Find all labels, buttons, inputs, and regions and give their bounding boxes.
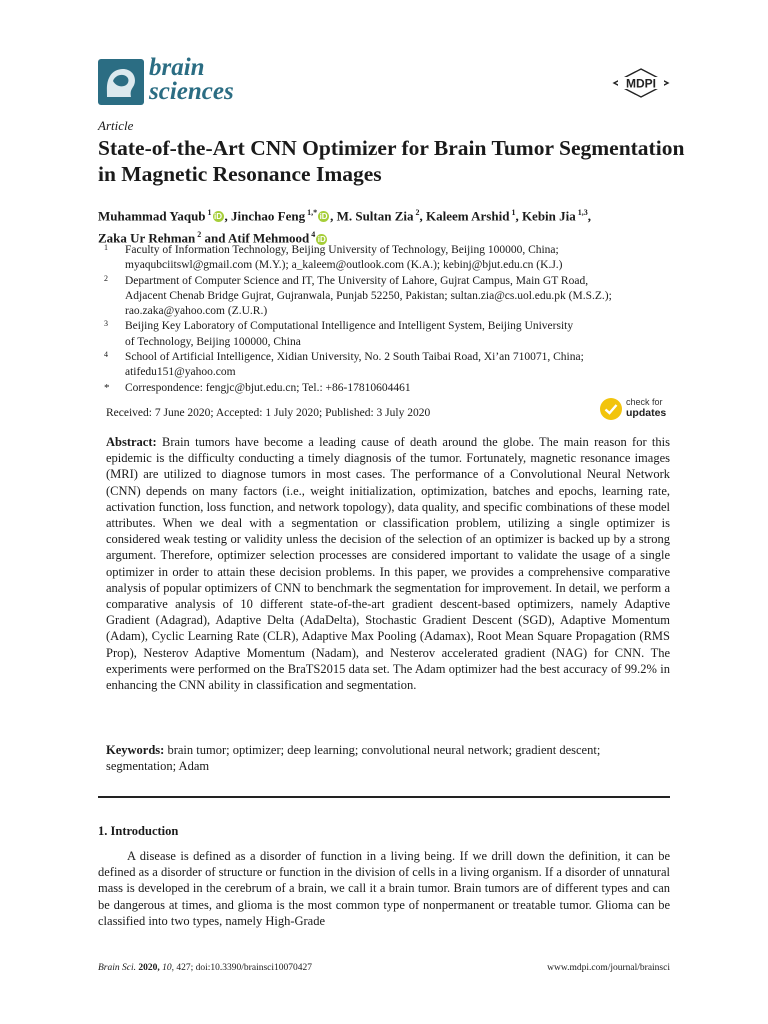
author-name: Zaka Ur Rehman [98,230,196,246]
check-for-updates-badge[interactable] [599,395,679,423]
affiliation-number: 1 [104,243,108,252]
correspondence-mark: * [104,381,110,394]
introduction-text: A disease is defined as a disorder of function in a living being. If we drill down the definition, it can be defined as a disorder of structure or function in the division of cells in a living organism. If a disorder of unnatural mass is developed in the cerebrum of a brain, we call it a brain tumor. Brain tumors are of different types and can be dangerous at times, and glioma is the most common type of nonpermanent or treatable tumor. Glioma can be classified into two types, namely High-Grade [98,849,670,928]
abstract-text: Brain tumors have become a leading cause of death around the globe. The main reason for this epidemic is the difficulty conducting a timely diagnosis of the tumor. Fortunately, magnetic resonance images (MRI) are utilized to diagnose tumors in most cases. The performance of a Convolutional Neural Network (CNN) depends on many factors (i.e., weight initialization, optimization, batches and epochs, learning rate, activation function, loss function, and network topology), data quality, and specific combinations of these model attributes. When we deal with a segmentation or classification problem, utilizing a single optimizer is considered weak testing or validity unless the decision of the selection of an optimizer is backed up by a strong argument. Therefore, optimizer selection processes are considered important to validate the usage of a single optimizer in order to attain these decision problems. In this paper, we provides a comprehensive comparative analysis of popular optimizers of CNN to benchmark the segmentation for improvement. In detail, we perform a comparative analysis of 10 different state-of-the-art gradient descent-based optimizers, namely Adaptive Gradient (Adagrad), Adaptive Delta (AdaDelta), Stochastic Gradient Descent (SGD), Adaptive Momentum (Adam), Cyclic Learning Rate (CLR), Adaptive Max Pooling (Adamax), Root Mean Square Propagation (RMS Prop), Nesterov Adaptive Momentum (Nadam), and Nesterov accelerated gradient (NAG) for CNN. The experiments were performed on the BraTS2015 data set. The Adam optimizer had the best accuracy of 99.2% in enhancing the CNN ability in classification and segmentation. [106,435,670,693]
journal-name-line1: brain [149,54,205,81]
affiliation-number: 3 [104,319,108,329]
author-list [98,203,678,248]
affiliation-line: myaqubciitswl@gmail.com (M.Y.); a_kaleem@outlook.com (K.A.); kebinj@bjut.edu.cn (K.J.) [125,259,563,272]
paper-title: State-of-the-Art CNN Optimizer for Brain Tumor Segmentation in Magnetic Resonance Images [98,136,685,186]
affiliation-item [104,319,684,350]
author-affiliation-mark: 4 [311,230,316,240]
article-type: Article [98,118,134,133]
author-separator: , [515,208,522,224]
section-heading: 1. Introduction [98,824,179,838]
check-updates-line2: updates [626,407,667,419]
author-affiliation-mark: 1,3 [577,208,588,217]
correspondence-text: Correspondence: fengjc@bjut.edu.cn; Tel.: +86-17810604461 [125,381,411,394]
author-name: Kaleem Arshid [426,208,510,224]
author-separator: , [330,208,337,224]
abstract [106,434,670,693]
author-affiliation-mark: 2 [415,208,420,217]
check-updates-line1: check for [626,397,663,407]
journal-name-line2: sciences [149,78,234,105]
affiliation-line: of Technology, Beijing 100000, China [125,335,301,348]
author-affiliation-mark: 1 [511,208,516,217]
affiliation-line: atifedu151@yahoo.com [125,366,236,379]
abstract-label: Abstract: [106,435,157,449]
author-name: M. Sultan Zia [336,208,414,224]
affiliation-number: 4 [104,350,108,360]
author-name: Kebin Jia [521,208,576,224]
keywords-text: brain tumor; optimizer; deep learning; convolutional neural network; gradient descent; segmentation; Adam [106,743,601,774]
author-separator: , [419,208,427,224]
footer-doi: 427; doi:10.3390/brainsci10070427 [176,963,313,973]
mdpi-logo-text: MDPI [626,76,656,91]
footer-year: 2020, [138,963,160,973]
author-name: Jinchao Feng [231,208,306,224]
author-affiliation-mark: 2 [197,230,202,240]
affiliation-list [104,243,684,396]
mdpi-logo [612,68,670,98]
author-separator: and [201,230,229,246]
affiliation-line: Faculty of Information Technology, Beijing University of Technology, Beijing 100000, China; [125,244,559,256]
footer-citation [98,963,312,973]
orcid-icon[interactable]: iD [214,212,223,222]
footer-volume: 10, [162,963,174,973]
affiliation-line: rao.zaka@yahoo.com (Z.U.R.) [125,305,268,318]
affiliation-item [104,243,684,274]
author-separator: , [224,208,232,224]
author-name: Muhammad Yaqub [98,208,206,224]
orcid-icon[interactable]: iD [319,212,328,222]
affiliation-number: 2 [104,273,108,283]
journal-logo-icon [98,59,144,105]
journal-name [149,56,234,104]
affiliation-item [104,350,684,381]
footer-journal-abbrev: Brain Sci. [98,963,136,973]
check-updates-icon [599,397,623,421]
author-name: Atif Mehmood [228,230,310,246]
affiliation-line: School of Artificial Intelligence, Xidian University, No. 2 South Taibai Road, Xi’an 710071, China; [125,351,584,364]
section-divider [98,796,670,798]
author-affiliation-mark: 1 [207,208,212,217]
affiliation-item [104,274,684,320]
affiliation-line: Beijing Key Laboratory of Computational Intelligence and Intelligent System, Beijing University [125,320,574,333]
orcid-icon[interactable]: iD [317,234,326,244]
footer-journal-url[interactable]: www.mdpi.com/journal/brainsci [547,963,670,973]
publication-dates: Received: 7 June 2020; Accepted: 1 July 2020; Published: 3 July 2020 [106,407,431,419]
correspondence [104,381,684,396]
author-affiliation-mark: 1,* [307,208,318,217]
affiliation-line: Department of Computer Science and IT, The University of Lahore, Gujrat Campus, Main GT Road, [125,274,589,287]
keywords-label: Keywords: [106,743,165,757]
keywords [106,742,670,774]
affiliation-line: Adjacent Chenab Bridge Gujrat, Gujranwala, Punjab 52250, Pakistan; sultan.zia@cs.uol.edu.pk (M.S.Z.); [125,289,612,302]
author-separator: , [587,208,592,224]
